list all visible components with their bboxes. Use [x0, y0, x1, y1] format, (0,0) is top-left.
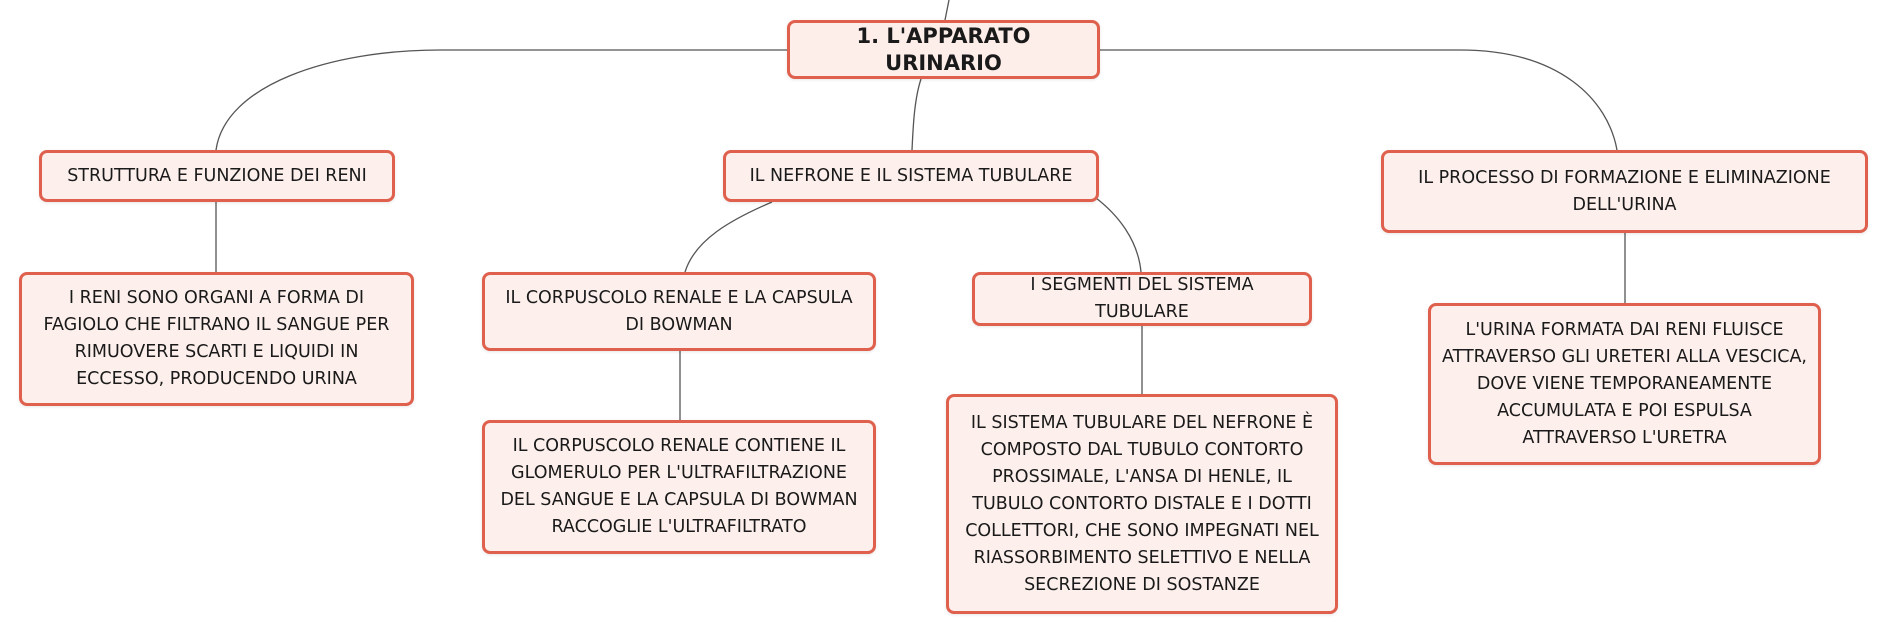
connector-branch-2-to-segmenti	[1096, 198, 1141, 272]
branch-node-nefrone[interactable]	[723, 150, 1099, 202]
detail-node-text: IL SISTEMA TUBULARE DEL NEFRONE È COMPOSTO DAL TUBULO CONTORTO PROSSIMALE, L'ANSA DI HENLE, IL TUBULO CONTORTO DISTALE E I DOTTI COLLETTORI, CHE SONO IMPEGNATI NEL RIASSORBIMENTO SELETTIVO E NELLA SECREZIONE DI SOSTANZE	[965, 412, 1319, 595]
branch-node-struttura-reni[interactable]	[39, 150, 395, 202]
sub-node-label: IL CORPUSCOLO RENALE E LA CAPSULA DI BOWMAN	[505, 287, 853, 335]
detail-node-reni[interactable]	[19, 272, 414, 406]
connector-root-to-branch-2	[912, 79, 921, 150]
connector-branch-2-to-corpuscolo	[685, 202, 772, 272]
branch-node-label: STRUTTURA E FUNZIONE DEI RENI	[67, 165, 367, 186]
connector-root-to-branch-1	[216, 50, 787, 150]
detail-node-text: I RENI SONO ORGANI A FORMA DI FAGIOLO CHE FILTRANO IL SANGUE PER RIMUOVERE SCARTI E LIQUIDI IN ECCESSO, PRODUCENDO URINA	[43, 288, 390, 389]
branch-node-formazione-urina[interactable]	[1381, 150, 1868, 233]
connector-top-incoming	[945, 0, 949, 20]
branch-node-label: IL NEFRONE E IL SISTEMA TUBULARE	[749, 165, 1073, 186]
detail-node-text: IL CORPUSCOLO RENALE CONTIENE IL GLOMERULO PER L'ULTRAFILTRAZIONE DEL SANGUE E LA CAPSULA DI BOWMAN RACCOGLIE L'ULTRAFILTRATO	[500, 436, 858, 537]
branch-node-label: IL PROCESSO DI FORMAZIONE E ELIMINAZIONE DELL'URINA	[1418, 167, 1831, 215]
detail-node-formazione-urina[interactable]	[1428, 303, 1821, 465]
sub-node-segmenti[interactable]	[972, 272, 1312, 326]
root-node[interactable]	[787, 20, 1100, 79]
sub-node-corpuscolo[interactable]	[482, 272, 876, 351]
connector-root-to-branch-3	[1100, 50, 1617, 150]
detail-node-segmenti[interactable]	[946, 394, 1338, 614]
detail-node-text: L'URINA FORMATA DAI RENI FLUISCE ATTRAVERSO GLI URETERI ALLA VESCICA, DOVE VIENE TEMPORANEAMENTE ACCUMULATA E POI ESPULSA ATTRAVERSO L'URETRA	[1442, 319, 1807, 448]
detail-node-corpuscolo[interactable]	[482, 420, 876, 554]
root-node-label: 1. L'APPARATO URINARIO	[856, 23, 1031, 75]
sub-node-label: I SEGMENTI DEL SISTEMA TUBULARE	[1030, 275, 1254, 322]
